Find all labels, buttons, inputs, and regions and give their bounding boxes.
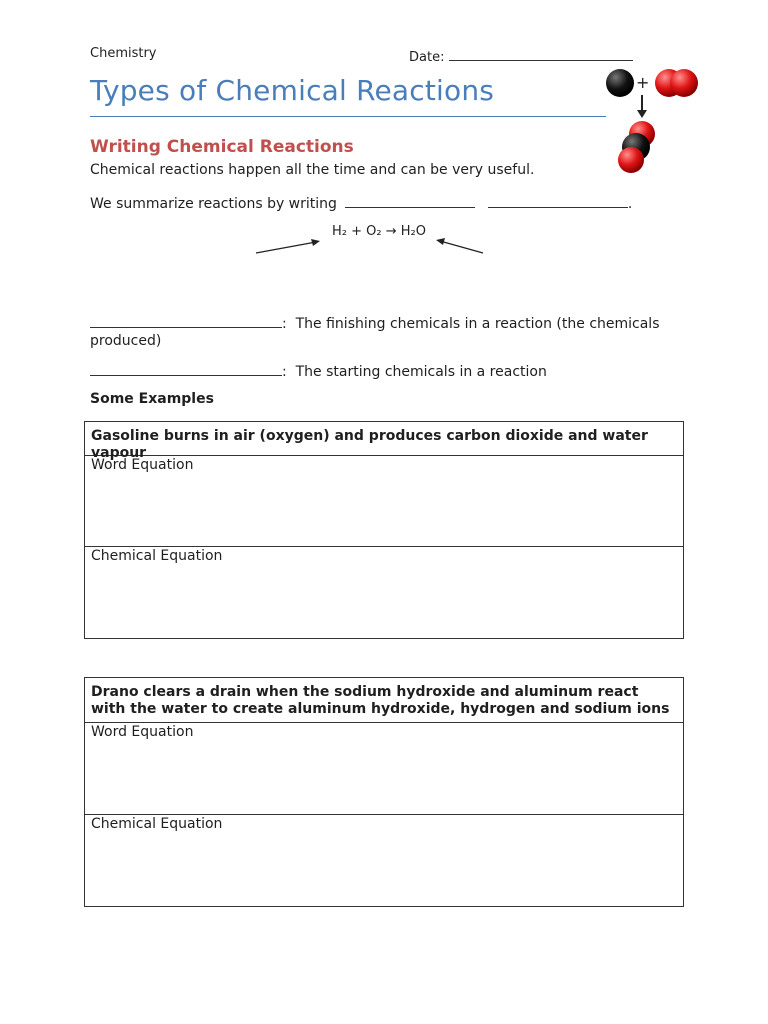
title-divider (90, 116, 606, 117)
sample-equation: H₂ + O₂ → H₂O (332, 224, 426, 239)
products-definition: : The finishing chemicals in a reaction (the chemicals produced) (90, 313, 670, 350)
carbon-atom (606, 69, 634, 97)
products-blank[interactable] (90, 313, 282, 328)
right-arrow-icon (440, 241, 483, 253)
chemical-equation-cell[interactable] (85, 547, 683, 638)
summarize-line: We summarize reactions by writing . (90, 193, 632, 213)
oxygen-atom (618, 147, 644, 173)
reactants-blank[interactable] (90, 361, 282, 376)
chemical-equation-label: Chemical Equation (91, 548, 223, 564)
reactants-definition: : The starting chemicals in a reaction (90, 361, 547, 381)
date-label: Date: (409, 50, 445, 65)
word-equation-cell[interactable] (85, 456, 683, 547)
oxygen-atom (670, 69, 698, 97)
word-equation-label: Word Equation (91, 724, 194, 740)
example-prompt: Gasoline burns in air (oxygen) and produces carbon dioxide and water vapour (85, 422, 683, 456)
summarize-blank-1[interactable] (345, 193, 475, 208)
word-equation-cell[interactable] (85, 723, 683, 815)
page-title: Types of Chemical Reactions (90, 74, 495, 107)
reactants-definition-text: The starting chemicals in a reaction (295, 364, 547, 380)
chemical-equation-cell[interactable] (85, 815, 683, 906)
plus-sign: + (636, 73, 650, 92)
products-definition-text: The finishing chemicals in a reaction (the chemicals produced) (90, 316, 660, 349)
word-equation-label: Word Equation (91, 457, 194, 473)
molecule-reaction-illustration (600, 62, 710, 182)
section-heading: Writing Chemical Reactions (90, 137, 354, 157)
example-prompt: Drano clears a drain when the sodium hydroxide and aluminum react with the water to create aluminum hydroxide, hydrogen and sodium ions (85, 678, 683, 723)
example-box-1 (84, 421, 684, 639)
chemical-equation-label: Chemical Equation (91, 816, 223, 832)
intro-text: Chemical reactions happen all the time and can be very useful. (90, 162, 535, 178)
summarize-text: We summarize reactions by writing (90, 196, 337, 212)
subject-label: Chemistry (90, 46, 157, 61)
summarize-blank-2[interactable] (488, 193, 628, 208)
example-box-2 (84, 677, 684, 907)
date-blank[interactable] (449, 46, 633, 61)
examples-heading: Some Examples (90, 391, 214, 407)
left-arrow-icon (256, 242, 316, 253)
equation-arrows (250, 234, 490, 259)
